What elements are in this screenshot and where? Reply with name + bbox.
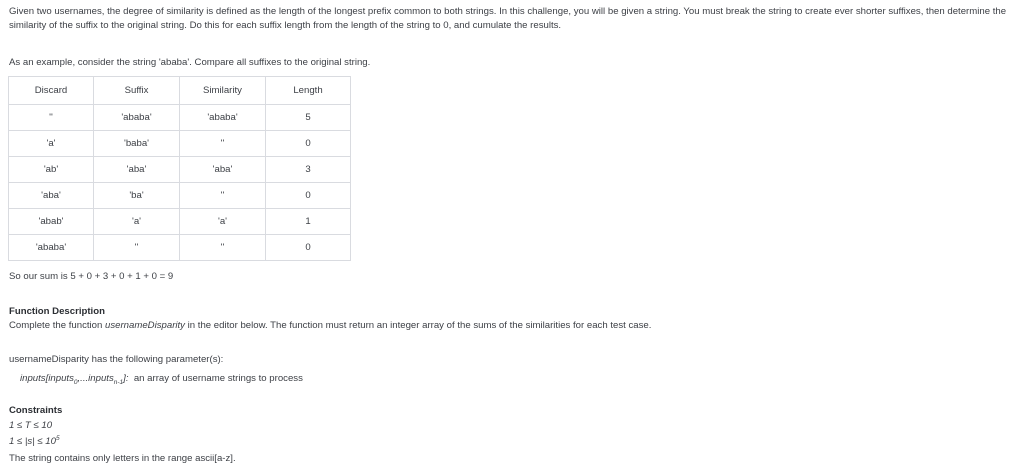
cell-discard: 'ab' bbox=[9, 157, 94, 183]
cell-discard: 'abab' bbox=[9, 209, 94, 235]
cell-similarity: '' bbox=[180, 235, 266, 261]
cell-suffix: 'ababa' bbox=[94, 105, 180, 131]
cell-similarity: 'ababa' bbox=[180, 105, 266, 131]
table-row bbox=[9, 157, 351, 183]
cell-discard: '' bbox=[9, 105, 94, 131]
sum-text: So our sum is 5 + 0 + 3 + 0 + 1 + 0 = 9 bbox=[9, 271, 174, 282]
table-header-row bbox=[9, 77, 351, 105]
param-mid: ,...inputs bbox=[77, 373, 114, 384]
intro-paragraph: Given two usernames, the degree of similarity is defined as the length of the longest prefix common to both strings. In this challenge, you will be given a string. You must break the string to create ever shorter suffixes, then determine the similarity of the suffix to the original string. Do this for each suffix length from the length of the string to 0, and cumulate the results. bbox=[9, 6, 1007, 31]
constraint-s-base: 1 ≤ |s| ≤ 10 bbox=[9, 436, 56, 447]
example-intro: As an example, consider the string 'ababa'. Compare all suffixes to the original string. bbox=[9, 57, 371, 68]
function-description-text bbox=[9, 319, 651, 333]
cell-suffix: 'baba' bbox=[94, 131, 180, 157]
param-name: inputs[inputs bbox=[20, 373, 74, 384]
header-similarity: Similarity bbox=[180, 77, 266, 105]
cell-suffix: 'ba' bbox=[94, 183, 180, 209]
header-suffix: Suffix bbox=[94, 77, 180, 105]
constraint-s-length bbox=[9, 435, 60, 449]
cell-length: 3 bbox=[266, 157, 351, 183]
desc-before: Complete the function bbox=[9, 320, 105, 331]
cell-similarity: '' bbox=[180, 183, 266, 209]
cell-discard: 'aba' bbox=[9, 183, 94, 209]
table-row bbox=[9, 209, 351, 235]
header-length: Length bbox=[266, 77, 351, 105]
param-close: ]: bbox=[123, 373, 129, 384]
constraints-title: Constraints bbox=[9, 405, 63, 416]
param-desc: an array of username strings to process bbox=[128, 373, 303, 384]
cell-length: 0 bbox=[266, 131, 351, 157]
desc-after: in the editor below. The function must return an integer array of the sums of the similarities for each test case. bbox=[184, 320, 652, 331]
parameters-intro: usernameDisparity has the following parameter(s): bbox=[9, 354, 224, 365]
function-name: usernameDisparity bbox=[105, 320, 185, 331]
cell-similarity: '' bbox=[180, 131, 266, 157]
header-discard: Discard bbox=[9, 77, 94, 105]
cell-length: 5 bbox=[266, 105, 351, 131]
table-row bbox=[9, 105, 351, 131]
table-row bbox=[9, 235, 351, 261]
cell-similarity: 'aba' bbox=[180, 157, 266, 183]
cell-length: 0 bbox=[266, 183, 351, 209]
cell-length: 0 bbox=[266, 235, 351, 261]
suffix-similarity-table bbox=[8, 76, 351, 261]
cell-discard: 'ababa' bbox=[9, 235, 94, 261]
cell-suffix: 'aba' bbox=[94, 157, 180, 183]
table-row bbox=[9, 131, 351, 157]
cell-length: 1 bbox=[266, 209, 351, 235]
function-description-title: Function Description bbox=[9, 306, 105, 317]
cell-discard: 'a' bbox=[9, 131, 94, 157]
parameter-inputs bbox=[20, 372, 303, 386]
constraint-t: 1 ≤ T ≤ 10 bbox=[9, 420, 53, 431]
cell-suffix: 'a' bbox=[94, 209, 180, 235]
cell-suffix: '' bbox=[94, 235, 180, 261]
constraint-s-exponent: 5 bbox=[55, 434, 60, 442]
constraint-charset: The string contains only letters in the range ascii[a-z]. bbox=[9, 453, 236, 464]
table-row bbox=[9, 183, 351, 209]
param-sub-0: 0 bbox=[73, 378, 78, 386]
cell-similarity: 'a' bbox=[180, 209, 266, 235]
param-sub-n: n-1 bbox=[113, 378, 124, 386]
